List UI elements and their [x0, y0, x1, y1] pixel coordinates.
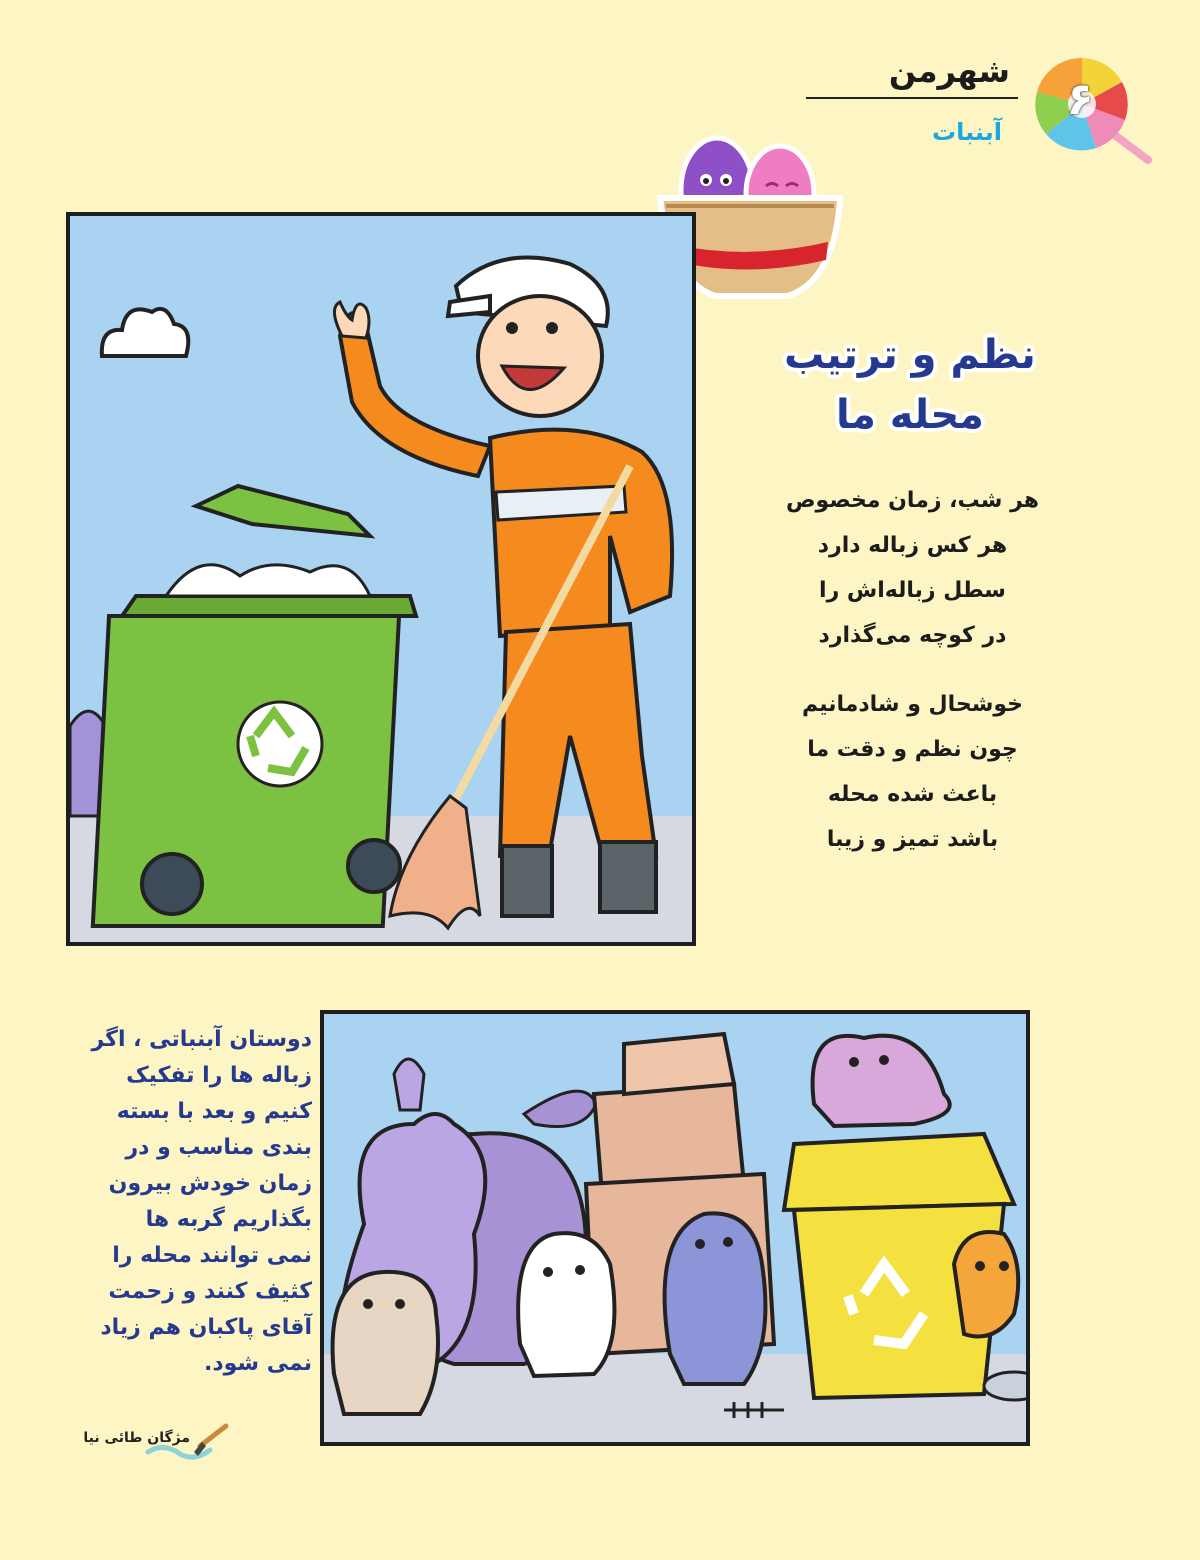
cats-and-garbage-illustration	[320, 1010, 1030, 1446]
header-divider	[806, 97, 1018, 99]
advice-paragraph	[40, 1022, 312, 1382]
poem-line: خوشحال و شادمانیم	[801, 692, 1024, 717]
message-line: بگذاریم گربه ها	[145, 1207, 312, 1232]
poem-line: هر شب، زمان مخصوص	[785, 488, 1040, 513]
section-title: شهرمن	[888, 52, 1010, 90]
story-title	[760, 325, 1060, 445]
message-line: کنیم و بعد با بسته	[116, 1099, 312, 1124]
poem-line: سطل زباله‌اش را	[819, 578, 1006, 603]
paintbrush-icon	[144, 1422, 234, 1462]
story-title-line-1: نظم و ترتیب	[784, 332, 1036, 378]
poem-line: چون نظم و دقت ما	[807, 737, 1018, 762]
message-line: دوستان آبنباتی ، اگر	[91, 1027, 312, 1052]
poem-stanza-1	[740, 478, 1085, 658]
poem-stanza-2	[740, 682, 1085, 862]
page-number: ۶	[1066, 74, 1094, 125]
message-line: آقای پاکبان هم زیاد	[100, 1315, 312, 1340]
story-title-line-2: محله ما	[836, 392, 984, 438]
message-line: نمی شود.	[203, 1351, 312, 1376]
message-line: زمان خودش بیرون	[108, 1171, 312, 1196]
street-sweeper-illustration	[66, 212, 696, 946]
message-line: کثیف کنند و زحمت	[108, 1279, 312, 1304]
poem-line: هر کس زباله دارد	[817, 533, 1008, 558]
poem-line: باشد تمیز و زیبا	[826, 827, 999, 852]
message-line: بندی مناسب و در	[125, 1135, 312, 1160]
brand-logo: آبنبات	[932, 118, 1002, 146]
poem-line: باعث شده محله	[827, 782, 998, 807]
message-line: نمی توانند محله را	[112, 1243, 312, 1268]
message-line: زباله ها را تفکیک	[126, 1063, 312, 1088]
author-credit: مژگان طائی نیا	[83, 1430, 190, 1446]
poem-line: در کوچه می‌گذارد	[818, 623, 1007, 648]
